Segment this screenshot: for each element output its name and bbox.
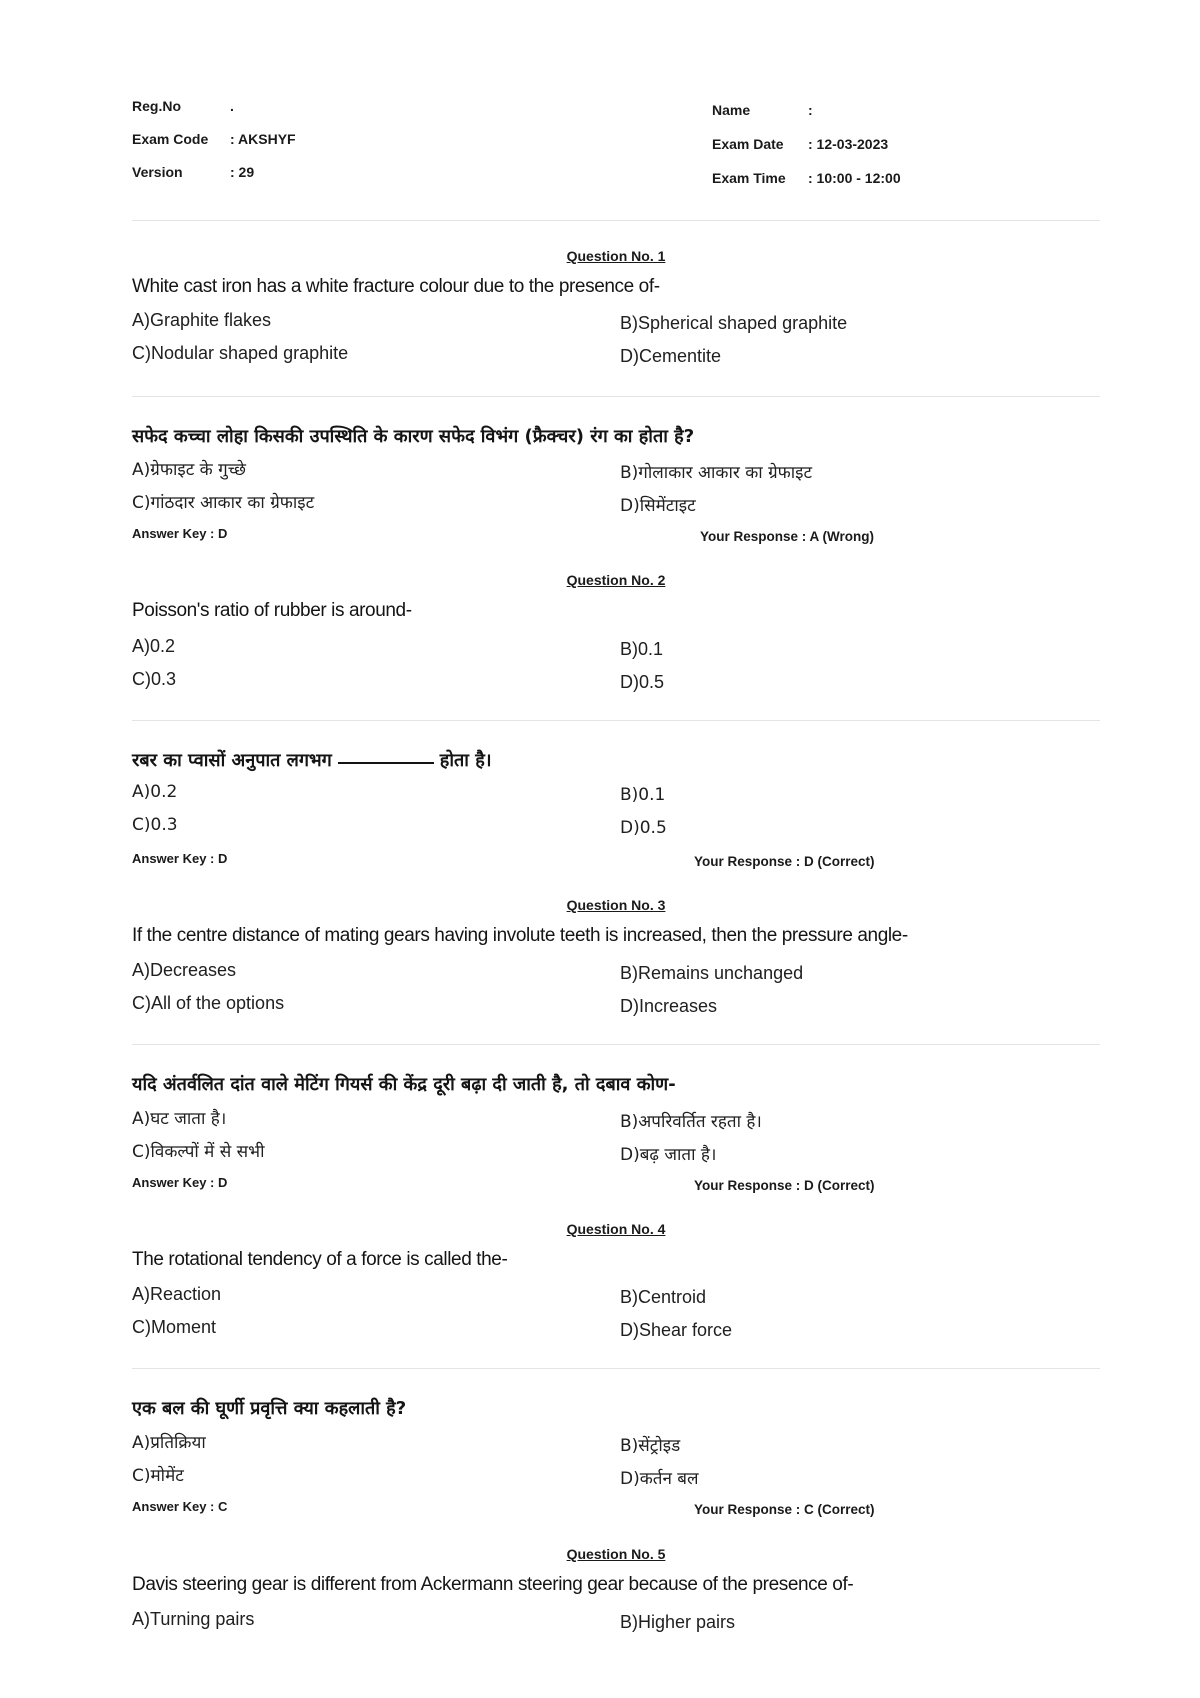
reg-no-row [132,98,234,114]
option-d-en: D)Shear force [620,1320,733,1340]
option-a-hi: A)प्रतिक्रिया [132,1433,206,1453]
divider [132,220,1100,221]
option-a-en: A)Turning pairs [132,1609,255,1629]
option-b-hi: B)सेंट्रोइड [620,1436,681,1456]
exam-date-label: Exam Date [712,136,784,152]
reg-no-label: Reg.No [132,98,181,114]
option-a-en: A)Graphite flakes [132,310,272,330]
version-row [132,164,255,180]
option-b-hi: B)गोलाकार आकार का ग्रेफाइट [620,463,813,483]
answer-key: Answer Key : D [132,526,228,541]
question-text-hi-end: होता है। [439,750,492,771]
question-text-hi: यदि अंतर्वलित दांत वाले मेटिंग गियर्स की केंद्र दूरी बढ़ा दी जाती है, तो दबाव कोण- [132,1074,676,1095]
version-value: : 29 [230,164,255,180]
option-c-hi: C)0.3 [132,815,178,835]
name-row [712,102,813,118]
divider [132,396,1100,397]
exam-time-row [712,170,901,186]
question-text-en: Davis steering gear is different from Ackermann steering gear because of the presence of- [132,1574,854,1595]
version-label: Version [132,164,183,180]
name-value: : [808,102,813,118]
reg-no-value: . [230,98,234,114]
fill-in-blank [338,762,434,764]
answer-key: Answer Key : D [132,1175,228,1190]
option-a-hi: A)घट जाता है। [132,1109,227,1129]
answer-key: Answer Key : C [132,1499,228,1514]
option-a-hi: A)ग्रेफाइट के गुच्छे [132,460,246,480]
option-d-hi: D)कर्तन बल [620,1469,699,1489]
option-b-en: B)Spherical shaped graphite [620,313,848,333]
option-d-en: D)Increases [620,996,718,1016]
exam-code-label: Exam Code [132,131,209,147]
option-a-en: A)Decreases [132,960,237,980]
your-response: Your Response : D (Correct) [694,1178,875,1193]
option-d-hi: D)सिमेंटाइट [620,496,696,516]
divider [132,1368,1100,1369]
question-text-en: If the centre distance of mating gears having involute teeth is increased, then the pressure angle- [132,925,908,946]
exam-date-value: : 12-03-2023 [808,136,889,152]
option-c-hi: C)गांठदार आकार का ग्रेफाइट [132,493,315,513]
exam-time-label: Exam Time [712,170,786,186]
your-response: Your Response : D (Correct) [694,854,875,869]
option-c-hi: C)विकल्पों में से सभी [132,1142,265,1162]
option-c-hi: C)मोमेंट [132,1466,184,1486]
your-response: Your Response : C (Correct) [694,1502,875,1517]
question-text-hi: सफेद कच्चा लोहा किसकी उपस्थिति के कारण सफेद विभंग (फ्रैक्चर) रंग का होता है? [132,426,695,447]
question-number: Question No. 4 [566,1221,666,1237]
option-b-en: B)Higher pairs [620,1612,736,1632]
option-c-en: C)All of the options [132,993,285,1013]
option-b-en: B)Remains unchanged [620,963,804,983]
name-label: Name [712,102,751,118]
option-b-hi: B)अपरिवर्तित रहता है। [620,1112,762,1132]
divider [132,1044,1100,1045]
question-number: Question No. 5 [566,1546,666,1562]
exam-time-value: : 10:00 - 12:00 [808,170,901,186]
option-d-hi: D)0.5 [620,818,667,838]
exam-date-row [712,136,889,152]
option-d-en: D)0.5 [620,672,665,692]
option-a-en: A)Reaction [132,1284,222,1304]
option-c-en: C)Nodular shaped graphite [132,343,349,363]
question-text-hi [132,748,1132,772]
option-b-en: B)0.1 [620,639,664,659]
option-c-en: C)Moment [132,1317,217,1337]
divider [132,720,1100,721]
question-text-hi: एक बल की घूर्णी प्रवृत्ति क्या कहलाती है? [132,1398,407,1419]
question-number: Question No. 1 [566,248,666,264]
question-text-hi-start: रबर का प्वासों अनुपात लगभग [132,750,332,771]
option-a-hi: A)0.2 [132,782,178,802]
option-b-en: B)Centroid [620,1287,707,1307]
question-text-en: White cast iron has a white fracture colour due to the presence of- [132,276,660,297]
option-b-hi: B)0.1 [620,785,666,805]
your-response: Your Response : A (Wrong) [700,529,874,544]
question-number: Question No. 2 [566,572,666,588]
option-c-en: C)0.3 [132,669,177,689]
option-a-en: A)0.2 [132,636,176,656]
answer-key: Answer Key : D [132,851,228,866]
question-text-en: Poisson's ratio of rubber is around- [132,600,412,621]
option-d-hi: D)बढ़ जाता है। [620,1145,717,1165]
exam-code-row [132,131,296,147]
question-text-en: The rotational tendency of a force is called the- [132,1249,508,1270]
exam-code-value: : AKSHYF [230,131,296,147]
option-d-en: D)Cementite [620,346,722,366]
question-number: Question No. 3 [566,897,666,913]
